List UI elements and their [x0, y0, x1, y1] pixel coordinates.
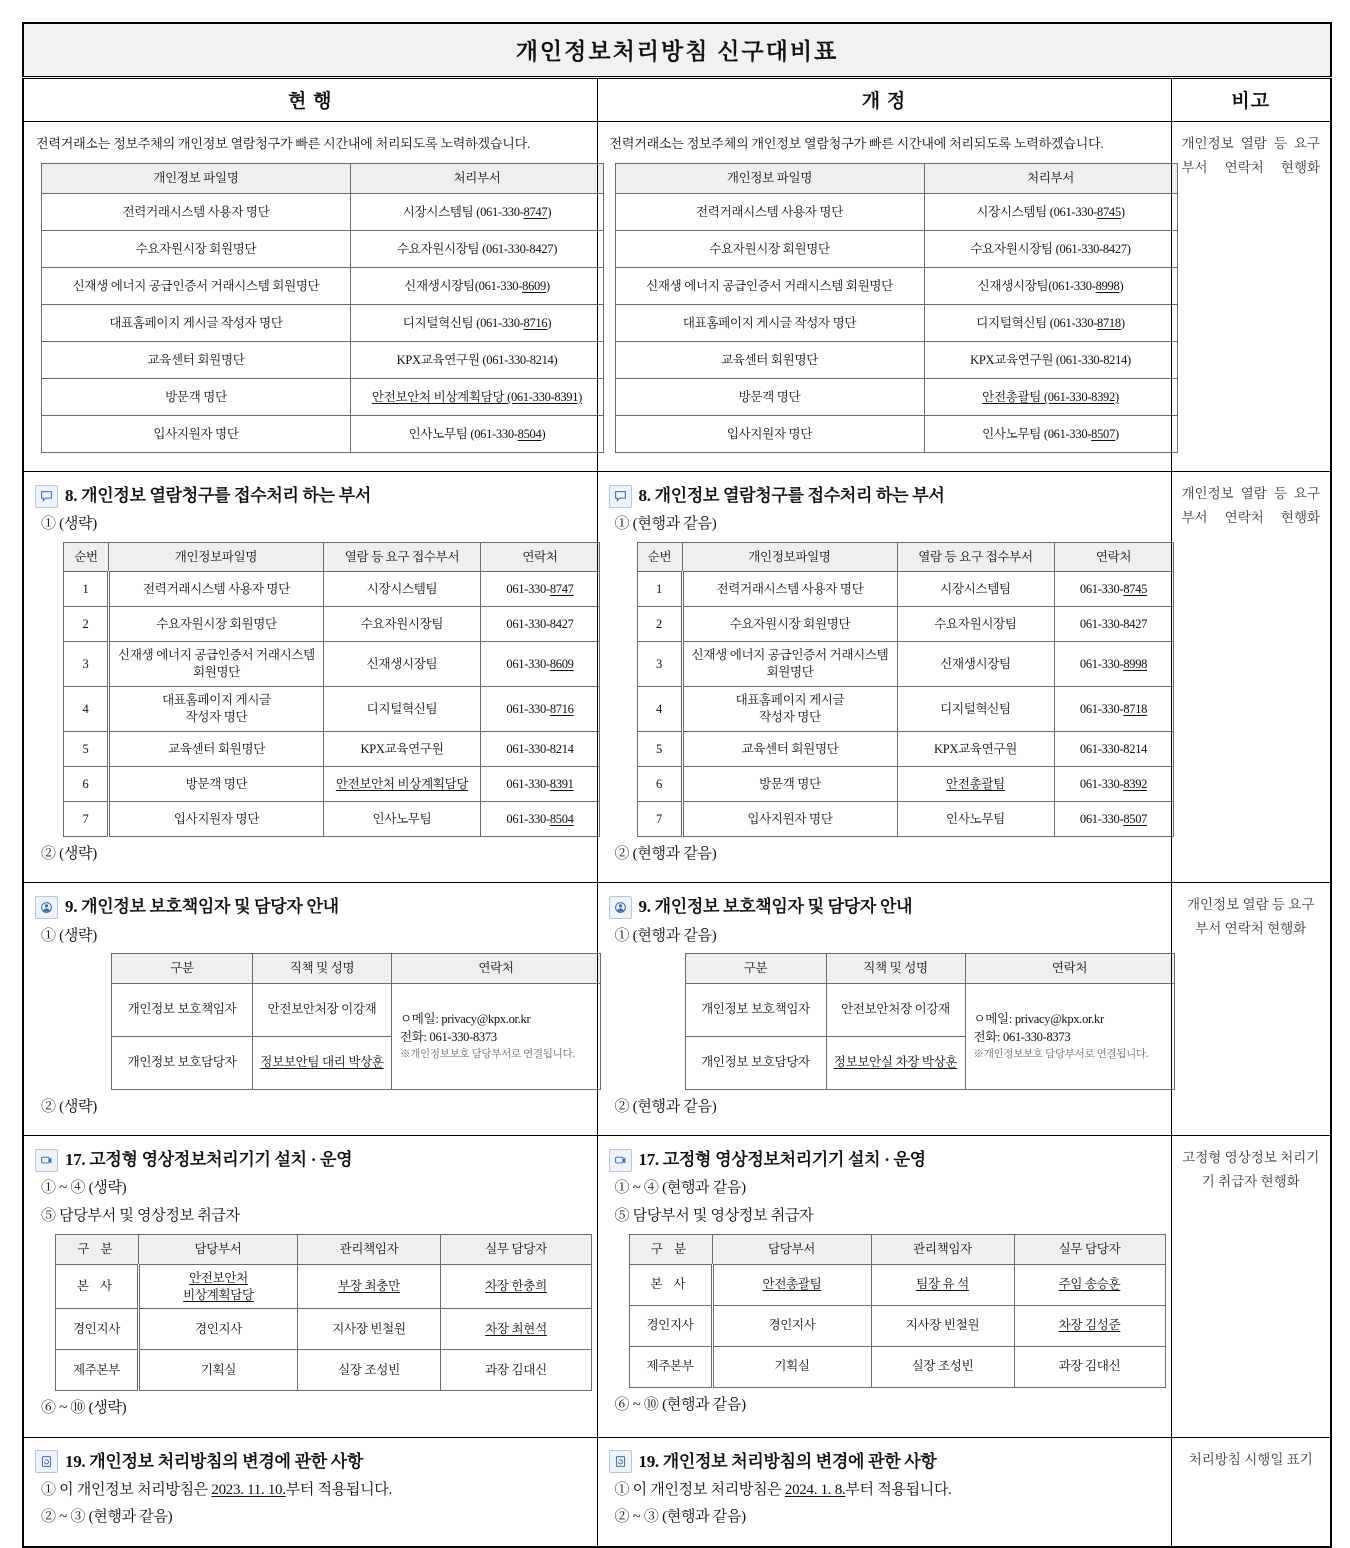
cell-contact: 061-330-8214 [481, 731, 600, 766]
col-operator: 실무 담당자 [441, 1234, 592, 1264]
cell-file-name: 신재생 에너지 공급인증서 거래시스템 회원명단 [682, 642, 897, 687]
clause-1-4: ① ~ ④ (현행과 같음) [614, 1180, 746, 1197]
col-receiving-dept: 열람 등 요구 접수부서 [324, 542, 481, 572]
cell-title-name: 안전보안처장 이강재 [826, 983, 965, 1036]
cell-dept: 안전총괄팀 [712, 1264, 871, 1305]
table-header-row [42, 164, 604, 194]
cell-file-name: 수요자원시장 회원명단 [615, 231, 924, 268]
col-no: 순번 [637, 542, 682, 572]
cell-no: 7 [637, 801, 682, 836]
cell-manager: 부장 최충만 [298, 1264, 441, 1309]
remark-cell-section19: 처리방침 시행일 표기 [1171, 1437, 1331, 1546]
cell-contact: 061-330-8718 [1054, 687, 1173, 732]
cell-contact-block [965, 983, 1174, 1089]
clause-5: ⑤ 담당부서 및 영상정보 취급자 [41, 1207, 240, 1224]
table-row [42, 231, 604, 268]
clause-1: ① (현행과 같음) [614, 516, 717, 533]
col-department: 처리부서 [924, 164, 1177, 194]
cell-dept: 기획실 [712, 1346, 871, 1387]
cell-file-name: 전력거래시스템 사용자 명단 [682, 572, 897, 607]
section-title: 19. 개인정보 처리방침의 변경에 관한 사항 [638, 1451, 937, 1471]
cell-file-name: 전력거래시스템 사용자 명단 [42, 194, 351, 231]
clause-2: ② (생략) [41, 1098, 97, 1115]
cell-file-name: 수요자원시장 회원명단 [109, 607, 324, 642]
cell-dept: 신재생시장팀 [324, 642, 481, 687]
speech-bubble-icon [35, 485, 58, 508]
cell-file-name: 입사지원자 명단 [615, 416, 924, 453]
table-row [64, 642, 600, 687]
cell-title-name: 정보보안실 차장 박상훈 [826, 1036, 965, 1089]
cell-file-name: 방문객 명단 [615, 379, 924, 416]
effective-date: 2024. 1. 8. [784, 1482, 846, 1499]
table-row [629, 1346, 1165, 1387]
section-row-9 [23, 883, 1331, 1136]
table-row [56, 1264, 592, 1309]
section-row-19 [23, 1437, 1331, 1546]
section19-heading-revised [609, 1449, 1160, 1475]
cell-no: 3 [637, 642, 682, 687]
table-row [629, 1264, 1165, 1305]
cell-dept: 시장시스템팀 [324, 572, 481, 607]
cell-file-name: 교육센터 회원명단 [109, 731, 324, 766]
section17-current-cell [23, 1135, 597, 1437]
cell-dept: 안전보안처 비상계획담당 [139, 1264, 298, 1309]
clause-1-4: ① ~ ④ (생략) [41, 1180, 127, 1197]
section8-heading-current [35, 483, 586, 509]
table-row [42, 305, 604, 342]
cell-file-name: 방문객 명단 [42, 379, 351, 416]
col-receiving-dept: 열람 등 요구 접수부서 [897, 542, 1054, 572]
section8-current-cell [23, 472, 597, 883]
cell-file-name: 신재생 에너지 공급인증서 거래시스템 회원명단 [42, 268, 351, 305]
page-title: 개인정보처리방침 신구대비표 [515, 39, 839, 64]
clause-2: ② (생략) [41, 845, 97, 862]
table-header-row [112, 953, 601, 983]
section19-heading-current [35, 1449, 586, 1475]
section8-current-table [63, 542, 600, 837]
table-header-row [685, 953, 1174, 983]
cell-contact: 061-330-8504 [481, 801, 600, 836]
cell-dept: KPX교육연구원 [324, 731, 481, 766]
table-row [637, 766, 1173, 801]
cell-dept: 시장시스템팀 [897, 572, 1054, 607]
table-header-row [56, 1234, 592, 1264]
cell-department: 수요자원시장팀 (061-330-8427) [924, 231, 1177, 268]
section-title: 8. 개인정보 열람청구를 접수처리 하는 부서 [65, 486, 371, 506]
section17-revised-cell [597, 1135, 1171, 1437]
person-badge-icon [35, 896, 58, 919]
contact-note: ※개인정보보호 담당부서로 연결됩니다. [400, 1049, 575, 1061]
cell-dept: 안전총괄팀 [897, 766, 1054, 801]
cell-dept: 인사노무팀 [324, 801, 481, 836]
cell-file-name: 신재생 에너지 공급인증서 거래시스템 회원명단 [615, 268, 924, 305]
table-row [64, 607, 600, 642]
column-header-row [23, 78, 1331, 122]
cell-contact: 061-330-8427 [481, 607, 600, 642]
col-dept: 담당부서 [712, 1234, 871, 1264]
cell-file-name: 대표홈페이지 게시글 작성자 명단 [42, 305, 351, 342]
cell-department: 시장시스템팀 (061-330-8747) [351, 194, 604, 231]
col-department: 처리부서 [351, 164, 604, 194]
cell-contact: 061-330-8214 [1054, 731, 1173, 766]
cell-manager: 실장 조성빈 [871, 1346, 1014, 1387]
col-no: 순번 [64, 542, 109, 572]
table-row [615, 416, 1177, 453]
clause-2: ② (현행과 같음) [614, 1098, 717, 1115]
cell-department: 수요자원시장팀 (061-330-8427) [351, 231, 604, 268]
cell-dept: 디지털혁신팀 [324, 687, 481, 732]
table-row [637, 731, 1173, 766]
cell-file-name: 방문객 명단 [109, 766, 324, 801]
intro-revised-table [615, 163, 1178, 453]
cell-no: 1 [637, 572, 682, 607]
intro-text: 전력거래소는 정보주체의 개인정보 열람청구가 빠른 시간내에 처리되도록 노력하겠습니다. [609, 136, 1104, 151]
cell-file-name: 수요자원시장 회원명단 [682, 607, 897, 642]
table-header-row [637, 542, 1173, 572]
cell-operator: 과장 김대신 [1014, 1346, 1165, 1387]
contact-email: ㅇ메일: privacy@kpx.or.kr [400, 1011, 531, 1026]
intro-current-table [41, 163, 604, 453]
cell-file-name: 교육센터 회원명단 [682, 731, 897, 766]
cell-no: 7 [64, 801, 109, 836]
table-row [637, 572, 1173, 607]
table-row [64, 572, 600, 607]
table-row [615, 342, 1177, 379]
cell-department: 디지털혁신팀 (061-330-8716) [351, 305, 604, 342]
comparison-table [22, 22, 1332, 1548]
cell-no: 5 [64, 731, 109, 766]
speech-bubble-icon [609, 485, 632, 508]
refresh-doc-icon [609, 1450, 632, 1473]
section19-current-cell [23, 1437, 597, 1546]
column-header-revised: 개 정 [597, 78, 1171, 122]
cell-operator: 주임 송승훈 [1014, 1264, 1165, 1305]
col-contact: 연락처 [481, 542, 600, 572]
cell-manager: 팀장 유 석 [871, 1264, 1014, 1305]
clause-suffix: 부터 적용됩니다. [285, 1482, 392, 1499]
cell-category: 제주본부 [629, 1346, 712, 1387]
table-header-row [64, 542, 600, 572]
cell-dept: 기획실 [139, 1350, 298, 1391]
contact-email: ㅇ메일: privacy@kpx.or.kr [973, 1011, 1104, 1026]
section17-heading-revised [609, 1147, 1160, 1173]
intro-current-cell [23, 122, 597, 472]
cell-dept: 안전보안처 비상계획담당 [324, 766, 481, 801]
table-row [112, 983, 601, 1036]
cell-no: 4 [637, 687, 682, 732]
section-title: 17. 고정형 영상정보처리기기 설치 · 운영 [638, 1149, 926, 1169]
clause-2: ② (현행과 같음) [614, 845, 717, 862]
cell-operator: 과장 김대신 [441, 1350, 592, 1391]
section17-heading-current [35, 1147, 586, 1173]
section-title: 19. 개인정보 처리방침의 변경에 관한 사항 [65, 1451, 364, 1471]
col-title-name: 직책 및 성명 [253, 953, 392, 983]
cell-department: 안전보안처 비상계획담당 (061-330-8391) [351, 379, 604, 416]
section17-current-table [55, 1234, 592, 1392]
table-row [615, 305, 1177, 342]
col-manager: 관리책임자 [871, 1234, 1014, 1264]
contact-note: ※개인정보보호 담당부서로 연결됩니다. [973, 1049, 1149, 1061]
col-contact: 연락처 [965, 953, 1174, 983]
cell-category: 개인정보 보호담당자 [685, 1036, 826, 1089]
cell-dept: 수요자원시장팀 [897, 607, 1054, 642]
document-title-row [23, 23, 1331, 78]
section9-current-table [111, 953, 601, 1090]
cell-category: 개인정보 보호책임자 [112, 983, 253, 1036]
table-row [637, 687, 1173, 732]
intro-revised-cell [597, 122, 1171, 472]
cell-operator: 차장 최현석 [441, 1309, 592, 1350]
section9-revised-cell [597, 883, 1171, 1136]
cell-category: 본 사 [56, 1264, 139, 1309]
contact-phone: 전화: 061-330-8373 [400, 1030, 497, 1045]
table-row [64, 801, 600, 836]
clause-5: ⑤ 담당부서 및 영상정보 취급자 [614, 1207, 814, 1224]
cell-contact: 061-330-8716 [481, 687, 600, 732]
section9-heading-current [35, 894, 586, 920]
clause-1: ① (생략) [41, 927, 97, 944]
table-row [685, 983, 1174, 1036]
document-title-cell [23, 23, 1331, 78]
table-row [64, 766, 600, 801]
cell-file-name: 방문객 명단 [682, 766, 897, 801]
cell-category: 경인지사 [56, 1309, 139, 1350]
col-file-name: 개인정보 파일명 [42, 164, 351, 194]
person-badge-icon [609, 896, 632, 919]
clause-1: ① (생략) [41, 516, 97, 533]
table-head [23, 23, 1331, 122]
cell-contact: 061-330-8998 [1054, 642, 1173, 687]
table-row [56, 1309, 592, 1350]
intro-text: 전력거래소는 정보주체의 개인정보 열람청구가 빠른 시간내에 처리되도록 노력하겠습니다. [36, 136, 531, 151]
section8-heading-revised [609, 483, 1160, 509]
section8-revised-table [637, 542, 1174, 837]
cell-contact: 061-330-8747 [481, 572, 600, 607]
cell-no: 1 [64, 572, 109, 607]
table-row [64, 731, 600, 766]
section-row-intro [23, 122, 1331, 472]
table-row [637, 801, 1173, 836]
cell-department: 안전총괄팀 (061-330-8392) [924, 379, 1177, 416]
col-manager: 관리책임자 [298, 1234, 441, 1264]
cell-contact: 061-330-8391 [481, 766, 600, 801]
column-header-current: 현 행 [23, 78, 597, 122]
section17-revised-table [629, 1234, 1166, 1388]
cell-file-name: 교육센터 회원명단 [615, 342, 924, 379]
clause-prefix: ① 이 개인정보 처리방침은 [614, 1482, 785, 1499]
clause-2-3: ② ~ ③ (현행과 같음) [614, 1509, 746, 1526]
table-row [42, 379, 604, 416]
contact-phone: 전화: 061-330-8373 [973, 1030, 1071, 1045]
section-row-8 [23, 472, 1331, 883]
col-file-name: 개인정보 파일명 [615, 164, 924, 194]
cell-dept: 신재생시장팀 [897, 642, 1054, 687]
section-title: 17. 고정형 영상정보처리기기 설치 · 운영 [65, 1149, 353, 1169]
cell-department: KPX교육연구원 (061-330-8214) [351, 342, 604, 379]
cell-department: 신재생시장팀(061-330-8998) [924, 268, 1177, 305]
section9-current-cell [23, 883, 597, 1136]
cell-dept: 인사노무팀 [897, 801, 1054, 836]
cell-manager: 지사장 빈철원 [298, 1309, 441, 1350]
cell-no: 2 [637, 607, 682, 642]
table-row [629, 1305, 1165, 1346]
col-contact: 연락처 [392, 953, 601, 983]
section-row-17 [23, 1135, 1331, 1437]
cell-category: 본 사 [629, 1264, 712, 1305]
col-file-name: 개인정보파일명 [682, 542, 897, 572]
table-header-row [615, 164, 1177, 194]
clause-suffix: 부터 적용됩니다. [845, 1482, 952, 1499]
cell-department: 신재생시장팀(061-330-8609) [351, 268, 604, 305]
cell-manager: 지사장 빈철원 [871, 1305, 1014, 1346]
cell-category: 개인정보 보호담당자 [112, 1036, 253, 1089]
table-row [615, 268, 1177, 305]
cell-contact: 061-330-8392 [1054, 766, 1173, 801]
cell-department: 시장시스템팀 (061-330-8745) [924, 194, 1177, 231]
cell-dept: KPX교육연구원 [897, 731, 1054, 766]
section8-revised-cell [597, 472, 1171, 883]
section-title: 9. 개인정보 보호책임자 및 담당자 안내 [65, 897, 339, 917]
cell-file-name: 전력거래시스템 사용자 명단 [109, 572, 324, 607]
table-row [42, 194, 604, 231]
cell-file-name: 입사지원자 명단 [42, 416, 351, 453]
table-row [615, 231, 1177, 268]
table-row [42, 416, 604, 453]
table-header-row [629, 1234, 1165, 1264]
cell-manager: 실장 조성빈 [298, 1350, 441, 1391]
col-operator: 실무 담당자 [1014, 1234, 1165, 1264]
cell-dept: 수요자원시장팀 [324, 607, 481, 642]
cell-no: 3 [64, 642, 109, 687]
cell-department: KPX교육연구원 (061-330-8214) [924, 342, 1177, 379]
table-row [42, 268, 604, 305]
cell-title-name: 정보보안팀 대리 박상훈 [253, 1036, 392, 1089]
cell-file-name: 대표홈페이지 게시글 작성자 명단 [109, 687, 324, 732]
cell-dept: 경인지사 [139, 1309, 298, 1350]
cell-no: 4 [64, 687, 109, 732]
clause-1 [615, 1479, 1160, 1502]
col-dept: 담당부서 [139, 1234, 298, 1264]
table-row [637, 642, 1173, 687]
section19-revised-cell [597, 1437, 1171, 1546]
clause-6-10: ⑥ ~ ⑩ (현행과 같음) [614, 1396, 746, 1413]
clause-prefix: ① 이 개인정보 처리방침은 [41, 1482, 212, 1499]
remark-cell-section8: 개인정보 열람 등 요구부서 연락처 현행화 [1171, 472, 1331, 883]
table-row [42, 342, 604, 379]
clause-1 [41, 1479, 586, 1502]
section9-heading-revised [609, 894, 1160, 920]
col-category: 구분 [685, 953, 826, 983]
section-title: 8. 개인정보 열람청구를 접수처리 하는 부서 [638, 486, 945, 506]
table-row [615, 379, 1177, 416]
cell-no: 6 [64, 766, 109, 801]
cell-file-name: 대표홈페이지 게시글 작성자 명단 [615, 305, 924, 342]
clause-1: ① (현행과 같음) [614, 927, 717, 944]
remark-cell-section9: 개인정보 열람 등 요구부서 연락처 현행화 [1171, 883, 1331, 1136]
table-row [615, 194, 1177, 231]
col-contact: 연락처 [1054, 542, 1173, 572]
col-file-name: 개인정보파일명 [109, 542, 324, 572]
cell-category: 개인정보 보호책임자 [685, 983, 826, 1036]
cell-contact: 061-330-8427 [1054, 607, 1173, 642]
cell-category: 경인지사 [629, 1305, 712, 1346]
clause-6-10: ⑥ ~ ⑩ (생략) [41, 1400, 127, 1417]
cell-file-name: 교육센터 회원명단 [42, 342, 351, 379]
cell-department: 인사노무팀 (061-330-8507) [924, 416, 1177, 453]
cell-department: 인사노무팀 (061-330-8504) [351, 416, 604, 453]
remark-cell-section17: 고정형 영상정보 처리기기 취급자 현행화 [1171, 1135, 1331, 1437]
table-row [637, 607, 1173, 642]
cell-file-name: 입사지원자 명단 [109, 801, 324, 836]
cell-title-name: 안전보안처장 이강재 [253, 983, 392, 1036]
effective-date: 2023. 11. 10. [211, 1482, 286, 1499]
col-title-name: 직책 및 성명 [826, 953, 965, 983]
cell-dept: 디지털혁신팀 [897, 687, 1054, 732]
section-title: 9. 개인정보 보호책임자 및 담당자 안내 [638, 897, 913, 917]
table-row [64, 687, 600, 732]
camera-icon [609, 1149, 632, 1172]
cell-no: 2 [64, 607, 109, 642]
table-row [56, 1350, 592, 1391]
cell-no: 5 [637, 731, 682, 766]
cell-file-name: 신재생 에너지 공급인증서 거래시스템 회원명단 [109, 642, 324, 687]
col-category: 구 분 [56, 1234, 139, 1264]
cell-contact-block [392, 983, 601, 1089]
section9-revised-table [685, 953, 1175, 1090]
cell-department: 디지털혁신팀 (061-330-8718) [924, 305, 1177, 342]
col-category: 구분 [112, 953, 253, 983]
cell-operator: 차장 김성준 [1014, 1305, 1165, 1346]
camera-icon [35, 1149, 58, 1172]
cell-contact: 061-330-8507 [1054, 801, 1173, 836]
cell-file-name: 수요자원시장 회원명단 [42, 231, 351, 268]
clause-2-3: ② ~ ③ (현행과 같음) [41, 1509, 173, 1526]
cell-no: 6 [637, 766, 682, 801]
cell-file-name: 전력거래시스템 사용자 명단 [615, 194, 924, 231]
cell-operator: 차장 한충희 [441, 1264, 592, 1309]
cell-file-name: 대표홈페이지 게시글 작성자 명단 [682, 687, 897, 732]
remark-cell-intro: 개인정보 열람 등 요구부서 연락처 현행화 [1171, 122, 1331, 472]
cell-contact: 061-330-8609 [481, 642, 600, 687]
cell-file-name: 입사지원자 명단 [682, 801, 897, 836]
col-category: 구 분 [629, 1234, 712, 1264]
table-body [23, 122, 1331, 1547]
cell-contact: 061-330-8745 [1054, 572, 1173, 607]
refresh-doc-icon [35, 1450, 58, 1473]
cell-dept: 경인지사 [712, 1305, 871, 1346]
cell-category: 제주본부 [56, 1350, 139, 1391]
column-header-remarks: 비고 [1171, 78, 1331, 122]
